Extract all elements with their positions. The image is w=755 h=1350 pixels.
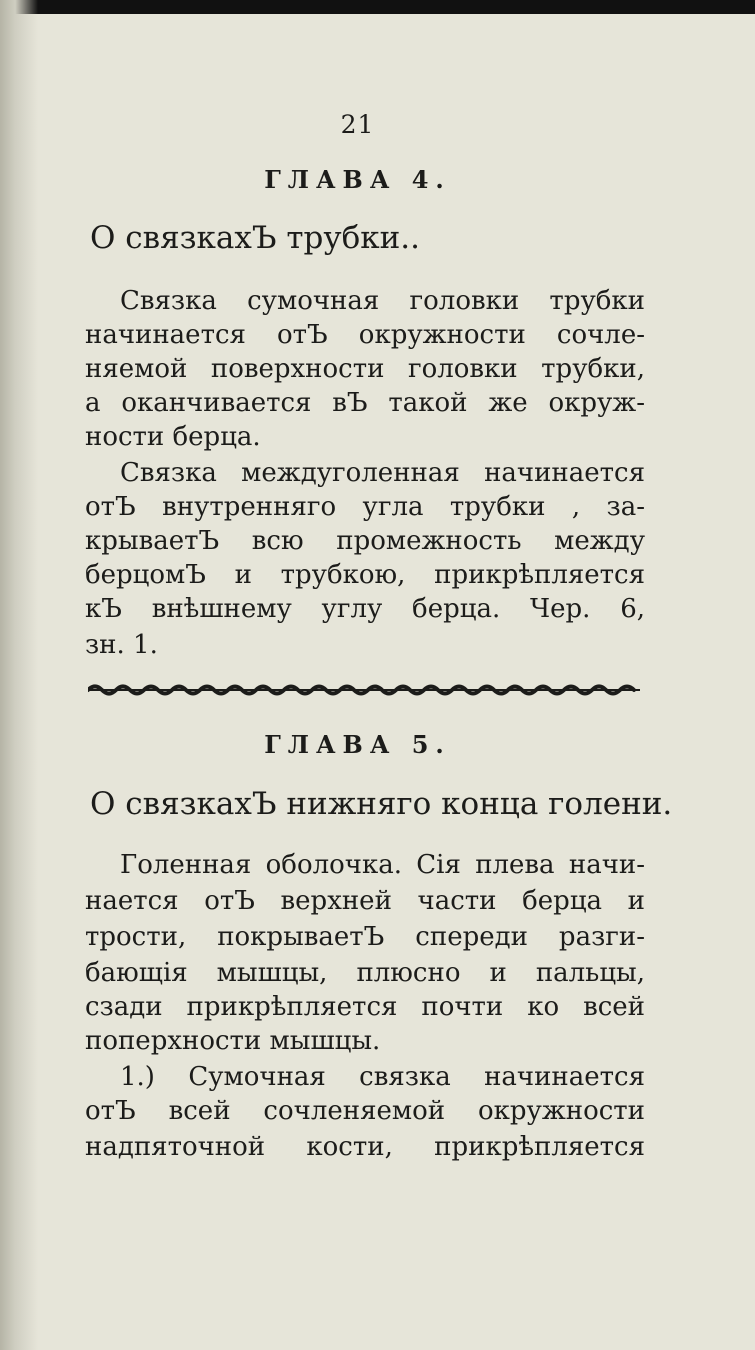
text-line: надпяточной кости, прикрѣпляется <box>85 1132 645 1162</box>
text-line: начинается отЪ окружности сочле- <box>85 320 645 350</box>
chapter-5-heading: ГЛАВА 5. <box>264 730 451 759</box>
ornamental-divider <box>88 682 640 698</box>
text-line: берцомЪ и трубкою, прикрѣпляется <box>85 560 645 590</box>
page-number: 21 <box>340 110 375 139</box>
text-line: отЪ всей сочленяемой окружности <box>85 1096 645 1126</box>
text-line: зн. 1. <box>85 630 158 660</box>
text-line: отЪ внутренняго угла трубки , за- <box>85 492 645 522</box>
text-line: Связка междуголенная начинается <box>120 458 645 488</box>
text-line: сзади прикрѣпляется почти ко всей <box>85 992 645 1022</box>
text-line: крываетЪ всю промежность между <box>85 526 645 556</box>
text-line: кЪ внѣшнему углу берца. Чер. 6, <box>85 594 645 624</box>
chapter-4-title: О связкахЪ трубки.. <box>90 220 421 256</box>
chapter-5-title: О связкахЪ нижняго конца голени. <box>90 786 673 822</box>
text-line: поперхности мышцы. <box>85 1026 381 1056</box>
text-line: няемой поверхности головки трубки, <box>85 354 645 384</box>
chapter-4-heading: ГЛАВА 4. <box>264 165 451 194</box>
text-line: а оканчивается вЪ такой же окруж- <box>85 388 645 418</box>
text-line: Голенная оболочка. Сія плева начи- <box>120 850 645 880</box>
text-line: 1.) Сумочная связка начинается <box>120 1062 645 1092</box>
text-line: нается отЪ верхней части берца и <box>85 886 645 916</box>
text-line: трости, покрываетЪ спереди разги- <box>85 922 645 952</box>
text-line: бающія мышцы, плюсно и пальцы, <box>85 958 645 988</box>
text-line: ности берца. <box>85 422 261 452</box>
text-line: Связка сумочная головки трубки <box>120 286 645 316</box>
